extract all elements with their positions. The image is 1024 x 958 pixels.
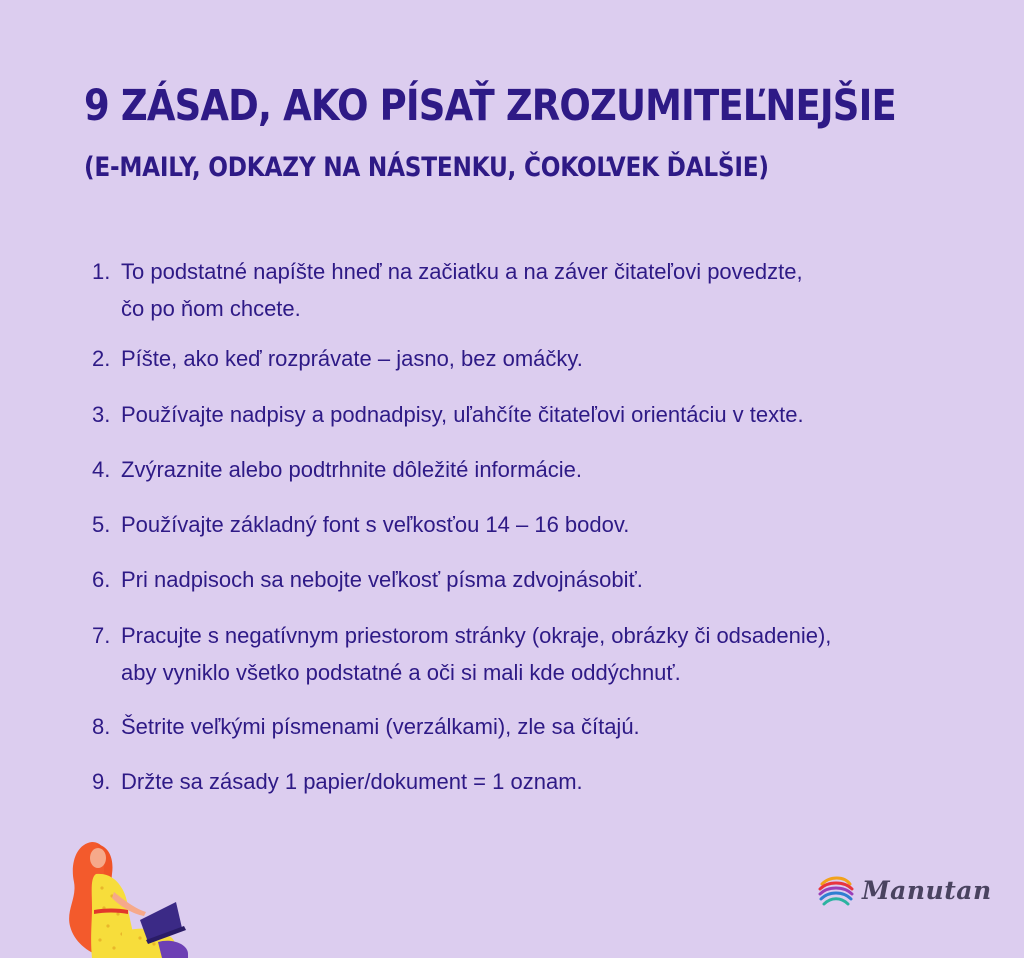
rule-number: 4. (92, 457, 111, 482)
rule-item-5 (92, 506, 972, 543)
woman-with-laptop-illustration (62, 838, 192, 958)
rule-text: Používajte základný font s veľkosťou 14 – 16 bodov. (121, 512, 630, 537)
rule-item-7 (92, 617, 972, 691)
rule-item-1 (92, 253, 972, 327)
rule-item-6 (92, 561, 972, 598)
rule-item-3 (92, 396, 972, 433)
rule-item-8 (92, 708, 972, 745)
rule-number: 6. (92, 567, 111, 592)
rule-number: 9. (92, 769, 111, 794)
rule-text: Pracujte s negatívnym priestorom stránky (okraje, obrázky či odsadenie), aby vyniklo všetko podstatné a oči si mali kde oddýchnuť. (121, 623, 832, 685)
rule-item-2 (92, 340, 972, 377)
rule-text: Zvýraznite alebo podtrhnite dôležité informácie. (121, 457, 583, 482)
rule-item-4 (92, 451, 972, 488)
manutan-swirl-logo-icon (816, 870, 856, 910)
rule-number: 1. (92, 259, 111, 284)
brand-name: Manutan (862, 875, 992, 905)
rule-text: Píšte, ako keď rozprávate – jasno, bez omáčky. (121, 346, 583, 371)
rule-number: 3. (92, 402, 111, 427)
rule-text: Držte sa zásady 1 papier/dokument = 1 oznam. (121, 769, 583, 794)
page-subtitle: (E-MAILY, ODKAZY NA NÁSTENKU, ČOKOĽVEK ĎALŠIE) (84, 152, 769, 183)
rule-text: Používajte nadpisy a podnadpisy, uľahčíte čitateľovi orientáciu v texte. (121, 402, 804, 427)
rule-text: Šetrite veľkými písmenami (verzálkami), zle sa čítajú. (121, 714, 640, 739)
rule-item-9 (92, 763, 972, 800)
rule-number: 5. (92, 512, 111, 537)
page-title: 9 ZÁSAD, AKO PÍSAŤ ZROZUMITEĽNEJŠIE (84, 81, 896, 131)
rule-number: 7. (92, 623, 111, 648)
rule-text: To podstatné napíšte hneď na začiatku a na záver čitateľovi povedzte, čo po ňom chcete. (121, 259, 803, 321)
brand-logo (816, 868, 992, 912)
rule-number: 2. (92, 346, 111, 371)
rule-number: 8. (92, 714, 111, 739)
rule-text: Pri nadpisoch sa nebojte veľkosť písma zdvojnásobiť. (121, 567, 643, 592)
